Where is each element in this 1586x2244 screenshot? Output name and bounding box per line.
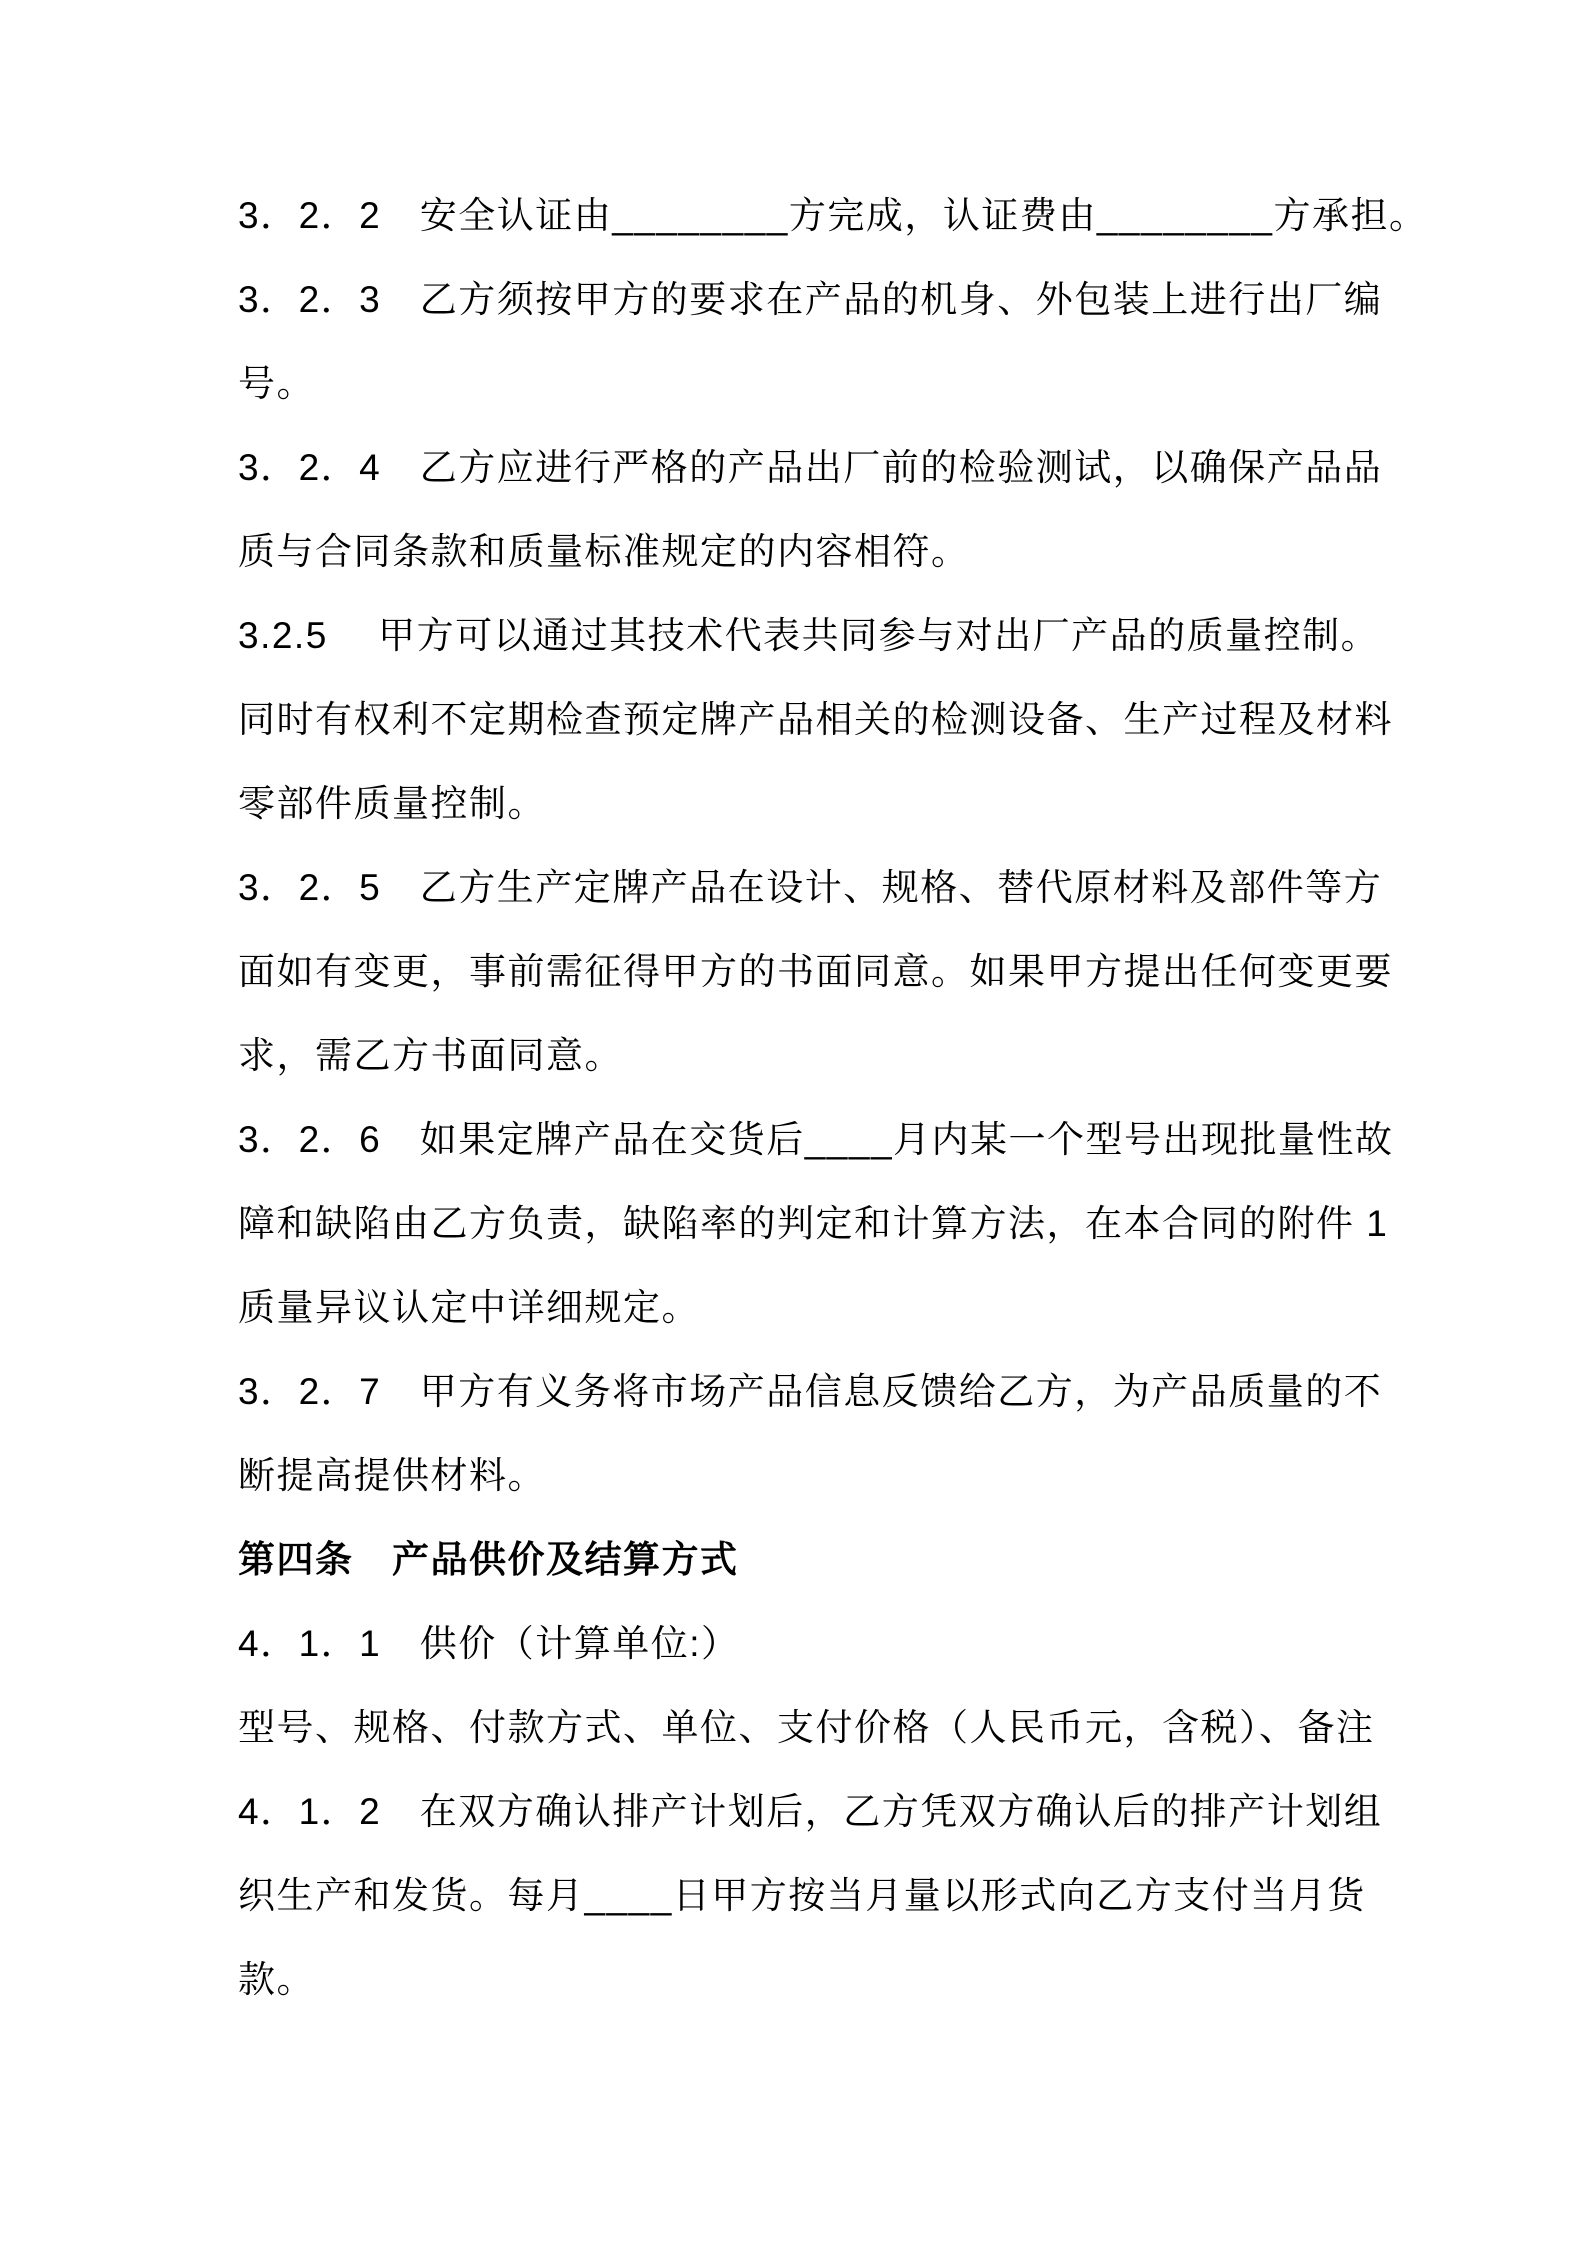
clause-3-2-5b: 3．2．5 乙方生产定牌产品在设计、规格、替代原材料及部件等方 [238,867,1383,908]
clause-3-2-5b-cont-2: 求，需乙方书面同意。 [238,1035,623,1076]
clause-4-1-2: 4．1．2 在双方确认排产计划后，乙方凭双方确认后的排产计划组 [238,1791,1383,1832]
clause-4-1-2-cont-1: 织生产和发货。每月____日甲方按当月量以形式向乙方支付当月货 [238,1875,1366,1916]
clause-3-2-5a: 3.2.5 甲方可以通过其技术代表共同参与对出厂产品的质量控制。 [238,615,1380,656]
document-body [238,174,1486,2022]
heading-article-4: 第四条 产品供价及结算方式 [238,1539,739,1580]
clause-3-2-5a-cont-2: 零部件质量控制。 [238,783,546,824]
clause-4-1-1: 4．1．1 供价（计算单位:） [238,1623,740,1664]
clause-3-2-7-cont: 断提高提供材料。 [238,1455,546,1496]
clause-3-2-5a-cont-1: 同时有权利不定期检查预定牌产品相关的检测设备、生产过程及材料 [238,699,1393,740]
clause-3-2-4: 3．2．4 乙方应进行严格的产品出厂前的检验测试，以确保产品品 [238,447,1383,488]
clause-3-2-2: 3．2．2 安全认证由________方完成，认证费由________方承担。 [238,195,1428,236]
clause-3-2-3-cont: 号。 [238,363,315,404]
clause-3-2-4-cont: 质与合同条款和质量标准规定的内容相符。 [238,531,970,572]
clause-3-2-6-cont-1: 障和缺陷由乙方负责，缺陷率的判定和计算方法，在本合同的附件 1 [238,1203,1389,1244]
clause-3-2-5b-cont-1: 面如有变更，事前需征得甲方的书面同意。如果甲方提出任何变更要 [238,951,1393,992]
clause-4-1-1-cont: 型号、规格、付款方式、单位、支付价格（人民币元，含税）、备注 [238,1707,1375,1748]
clause-3-2-6-cont-2: 质量异议认定中详细规定。 [238,1287,700,1328]
clause-4-1-2-cont-2: 款。 [238,1959,315,2000]
clause-3-2-6: 3．2．6 如果定牌产品在交货后____月内某一个型号出现批量性故 [238,1119,1394,1160]
clause-3-2-7: 3．2．7 甲方有义务将市场产品信息反馈给乙方，为产品质量的不 [238,1371,1383,1412]
clause-3-2-3: 3．2．3 乙方须按甲方的要求在产品的机身、外包装上进行出厂编 [238,279,1383,320]
